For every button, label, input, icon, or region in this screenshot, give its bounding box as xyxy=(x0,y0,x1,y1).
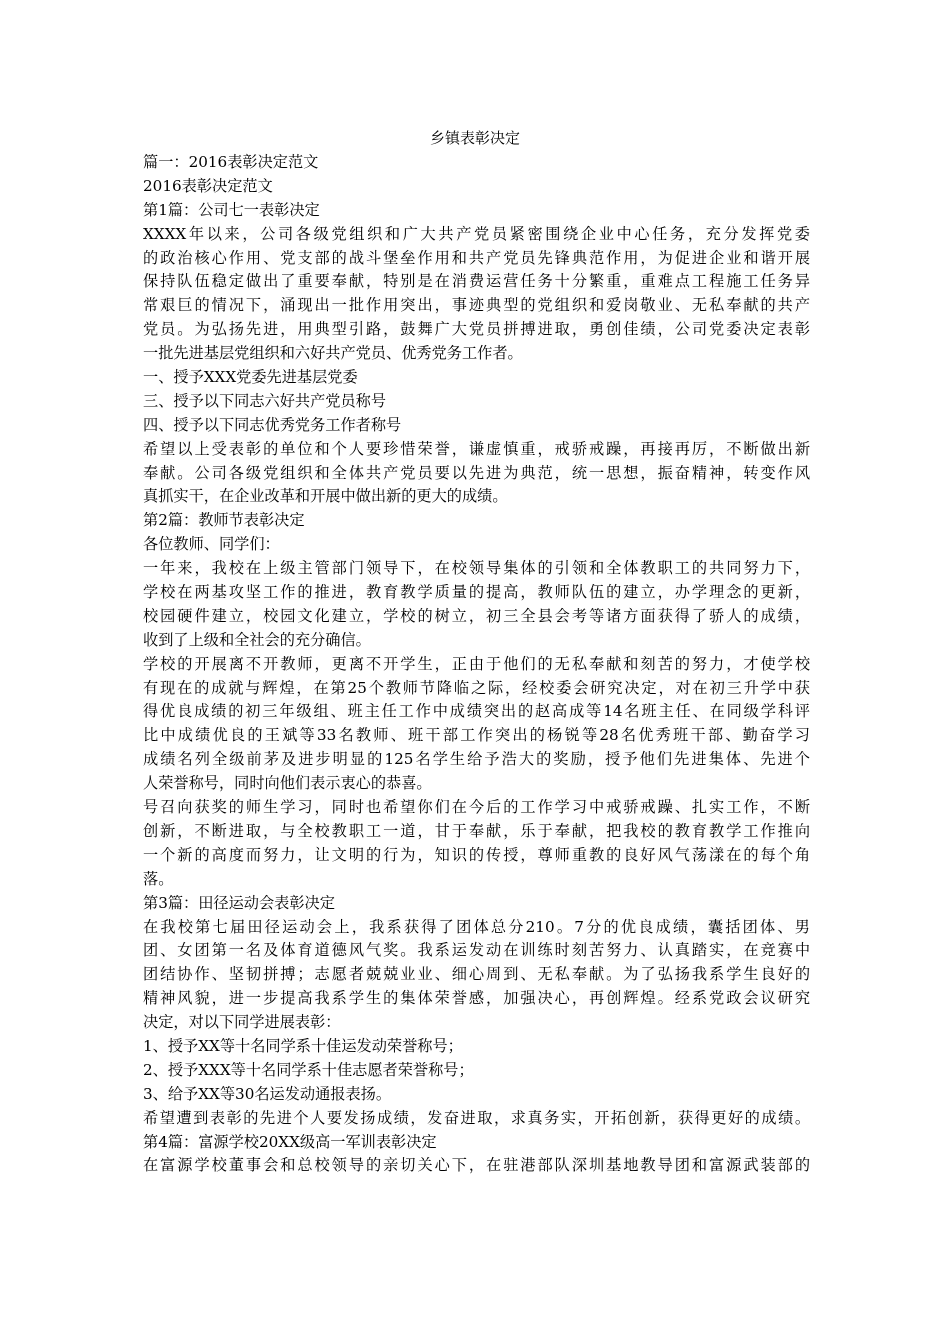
text-line: 三、授予以下同志六好共产党员称号 xyxy=(143,391,386,410)
document-title: 乡镇表彰决定 xyxy=(429,129,520,147)
text-line: 2016表彰决定范文 xyxy=(143,176,273,195)
text-line: 人荣誉称号，同时向他们表示衷心的恭喜。 xyxy=(143,774,432,793)
text-line: 精神风貌，进一步提高我系学生的集体荣誉感，加强决心，再创辉煌。经系党政会议研究 xyxy=(143,989,810,1008)
text-line: 希望以上受表彰的单位和个人要珍惜荣誉，谦虚慎重，戒骄戒躁，再接再厉，不断做出新 xyxy=(143,439,810,458)
text-line: 1、授予XX等十名同学系十佳运发动荣誉称号； xyxy=(143,1036,463,1055)
text-line: 的政治核心作用、党支部的战斗堡垒作用和共产党员先锋典范作用，为促进企业和谐开展 xyxy=(143,248,810,267)
text-line: 一个新的高度而努力，让文明的行为，知识的传授，尊师重教的良好风气荡漾在的每个角 xyxy=(143,845,810,864)
text-line: 党员。为弘扬先进，用典型引路，鼓舞广大党员拼搏进取，勇创佳绩，公司党委决定表彰 xyxy=(143,320,810,339)
text-line: 决定，对以下同学进展表彰： xyxy=(143,1013,341,1032)
text-line: 一年来，我校在上级主管部门领导下，在校领导集体的引领和全体教职工的共同努力下， xyxy=(143,559,810,578)
text-line: 学校在两基攻坚工作的推进，教育教学质量的提高，教师队伍的建立，办学理念的更新， xyxy=(143,583,810,602)
text-line: 篇一：2016表彰决定范文 xyxy=(143,153,319,171)
document-body xyxy=(143,151,810,1178)
text-line: 3、给予XX等30名运发动通报表扬。 xyxy=(143,1084,392,1103)
text-line: 第3篇：田径运动会表彰决定 xyxy=(143,893,335,912)
text-line: 一批先进基层党组织和六好共产党员、优秀党务工作者。 xyxy=(143,344,523,363)
text-line: 在我校第七届田径运动会上，我系获得了团体总分210。7分的优良成绩，囊括团体、男 xyxy=(143,917,810,936)
text-line: 第4篇：富源学校20XX级高一军训表彰决定 xyxy=(143,1132,437,1151)
text-line: 奉献。公司各级党组织和全体共产党员要以先进为典范，统一思想，振奋精神，转变作风 xyxy=(143,463,810,482)
text-line: 收到了上级和全社会的充分确信。 xyxy=(143,630,371,649)
text-line: 2、授予XXX等十名同学系十佳志愿者荣誉称号； xyxy=(143,1060,474,1079)
text-line: 校园硬件建立，校园文化建立，学校的树立，初三全县会考等诸方面获得了骄人的成绩， xyxy=(143,606,810,625)
text-line: 创新，不断进取，与全校教职工一道，甘于奉献，乐于奉献，把我校的教育教学工作推向 xyxy=(143,821,810,840)
text-line: 真抓实干，在企业改革和开展中做出新的更大的成绩。 xyxy=(143,487,508,506)
text-line: 团结协作、坚韧拼搏；志愿者兢兢业业、细心周到、无私奉献。为了弘扬我系学生良好的 xyxy=(143,965,810,984)
text-line: 保持队伍稳定做出了重要奉献，特别是在消费运营任务十分繁重，重难点工程施工任务异 xyxy=(143,272,810,291)
text-line: 团、女团第一名及体育道德风气奖。我系运发动在训练时刻苦努力、认真踏实，在竞赛中 xyxy=(143,941,810,960)
text-line: 在富源学校董事会和总校领导的亲切关心下，在驻港部队深圳基地教导团和富源武装部的 xyxy=(143,1156,810,1175)
text-line: 比中成绩优良的王斌等33名教师、班干部工作突出的杨锐等28名优秀班干部、勤奋学习 xyxy=(143,726,810,745)
text-line: 常艰巨的情况下，涌现出一批作用突出，事迹典型的党组织和爱岗敬业、无私奉献的共产 xyxy=(143,296,810,315)
text-line: 有现在的成就与辉煌，在第25个教师节降临之际，经校委会研究决定，对在初三升学中获 xyxy=(143,678,810,697)
text-line: 第2篇：教师节表彰决定 xyxy=(143,511,305,530)
text-line: 四、授予以下同志优秀党务工作者称号 xyxy=(143,415,402,434)
text-line: 一、授予XXX党委先进基层党委 xyxy=(143,368,358,387)
text-line: 学校的开展离不开教师，更离不开学生，正由于他们的无私奉献和刻苦的努力，才使学校 xyxy=(143,654,810,673)
text-line: 得优良成绩的初三年级组、班主任工作中成绩突出的赵高成等14名班主任、在同级学科评 xyxy=(143,702,810,721)
text-line: 成绩名列全级前茅及进步明显的125名学生给予浩大的奖励，授予他们先进集体、先进个 xyxy=(143,750,810,769)
text-line: 希望遭到表彰的先进个人要发扬成绩，发奋进取，求真务实，开拓创新，获得更好的成绩。 xyxy=(143,1108,810,1127)
text-line: XXXX年以来，公司各级党组织和广大共产党员紧密围绕企业中心任务，充分发挥党委 xyxy=(143,224,810,243)
text-line: 第1篇：公司七一表彰决定 xyxy=(143,200,320,219)
text-line: 落。 xyxy=(143,869,174,888)
text-line: 号召向获奖的师生学习，同时也希望你们在今后的工作学习中戒骄戒躁、扎实工作，不断 xyxy=(143,798,810,817)
text-line: 各位教师、同学们： xyxy=(143,535,280,554)
